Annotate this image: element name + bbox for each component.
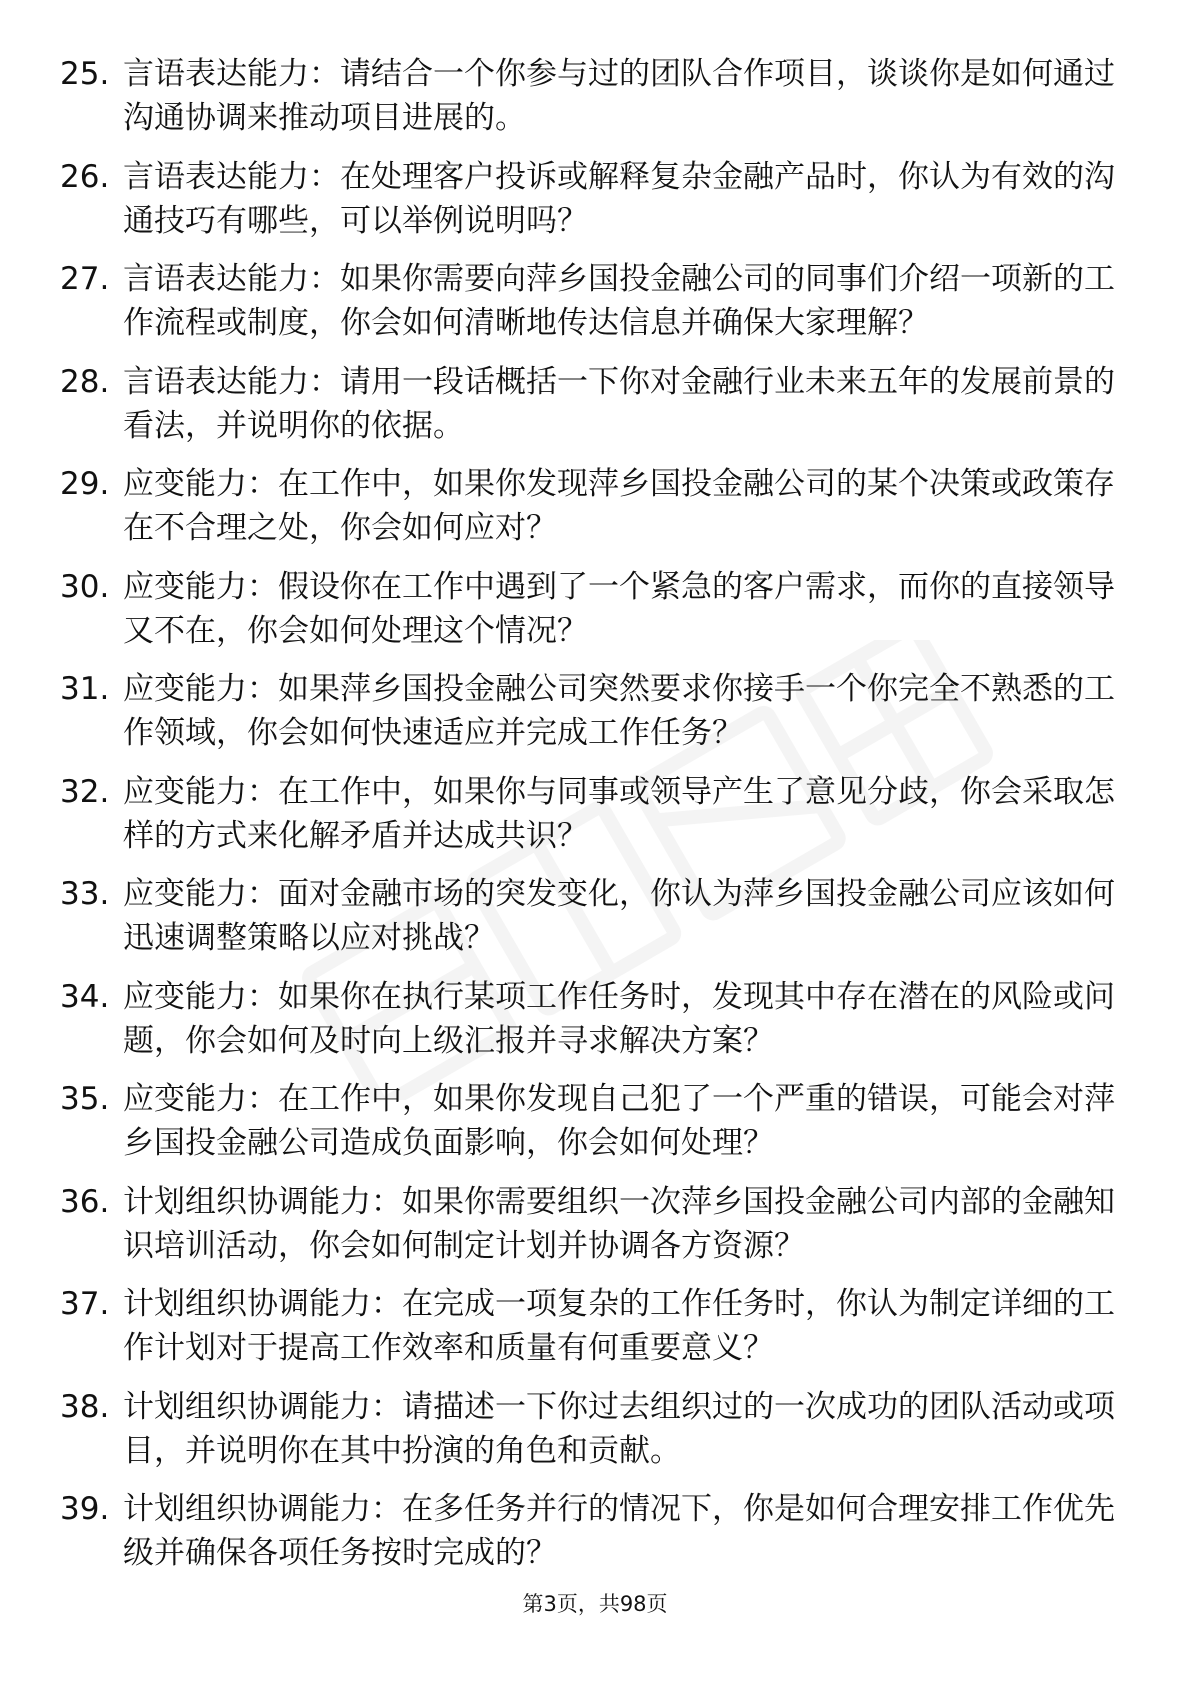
question-text: 应变能力：在工作中，如果你发现萍乡国投金融公司的某个决策或政策存在不合理之处，你会如何应对？ bbox=[123, 466, 1115, 546]
question-number: 25. bbox=[60, 56, 110, 92]
question-number: 37. bbox=[60, 1286, 110, 1322]
question-number: 33. bbox=[60, 876, 110, 912]
question-item bbox=[60, 1180, 1120, 1268]
question-text: 计划组织协调能力：在完成一项复杂的工作任务时，你认为制定详细的工作计划对于提高工作效率和质量有何重要意义？ bbox=[123, 1286, 1115, 1366]
question-number: 36. bbox=[60, 1183, 110, 1220]
question-item bbox=[60, 155, 1120, 243]
question-item bbox=[60, 667, 1120, 755]
question-text: 应变能力：在工作中，如果你与同事或领导产生了意见分歧，你会采取怎样的方式来化解矛盾并达成共识？ bbox=[123, 773, 1115, 854]
question-item bbox=[60, 770, 1120, 858]
question-number: 30. bbox=[60, 568, 110, 605]
question-item bbox=[60, 360, 1120, 448]
question-number: 32. bbox=[60, 773, 110, 810]
question-text: 应变能力：在工作中，如果你发现自己犯了一个严重的错误，可能会对萍乡国投金融公司造成负面影响，你会如何处理？ bbox=[123, 1081, 1115, 1161]
question-text: 应变能力：面对金融市场的突发变化，你认为萍乡国投金融公司应该如何迅速调整策略以应对挑战？ bbox=[123, 876, 1115, 956]
question-number: 31. bbox=[60, 671, 110, 707]
question-item bbox=[60, 52, 1120, 140]
question-text: 应变能力：如果你在执行某项工作任务时，发现其中存在潜在的风险或问题，你会如何及时向上级汇报并寻求解决方案？ bbox=[123, 978, 1115, 1059]
question-item bbox=[60, 1385, 1120, 1473]
question-text: 言语表达能力：如果你需要向萍乡国投金融公司的同事们介绍一项新的工作流程或制度，你会如何清晰地传达信息并确保大家理解？ bbox=[123, 261, 1115, 341]
question-item bbox=[60, 1077, 1120, 1165]
question-item bbox=[60, 872, 1120, 960]
question-item bbox=[60, 257, 1120, 345]
question-text: 计划组织协调能力：在多任务并行的情况下，你是如何合理安排工作优先级并确保各项任务按时完成的？ bbox=[123, 1491, 1115, 1571]
question-text: 言语表达能力：在处理客户投诉或解释复杂金融产品时，你认为有效的沟通技巧有哪些，可以举例说明吗？ bbox=[123, 158, 1115, 239]
question-item bbox=[60, 462, 1120, 550]
question-text: 言语表达能力：请用一段话概括一下你对金融行业未来五年的发展前景的看法，并说明你的依据。 bbox=[123, 363, 1115, 444]
question-item bbox=[60, 975, 1120, 1063]
question-number: 35. bbox=[60, 1081, 110, 1117]
question-item bbox=[60, 1282, 1120, 1370]
question-item bbox=[60, 1487, 1120, 1575]
page-number-footer: 第3页，共98页 bbox=[522, 1592, 668, 1616]
question-number: 28. bbox=[60, 363, 110, 400]
question-text: 应变能力：假设你在工作中遇到了一个紧急的客户需求，而你的直接领导又不在，你会如何处理这个情况？ bbox=[123, 568, 1115, 649]
question-number: 38. bbox=[60, 1388, 110, 1425]
question-text: 计划组织协调能力：如果你需要组织一次萍乡国投金融公司内部的金融知识培训活动，你会如何制定计划并协调各方资源？ bbox=[123, 1183, 1115, 1264]
question-number: 26. bbox=[60, 158, 110, 195]
question-number: 29. bbox=[60, 466, 110, 502]
question-text: 应变能力：如果萍乡国投金融公司突然要求你接手一个你完全不熟悉的工作领域，你会如何快速适应并完成工作任务？ bbox=[123, 671, 1115, 751]
question-number: 39. bbox=[60, 1491, 110, 1527]
question-item bbox=[60, 565, 1120, 653]
question-list bbox=[60, 52, 1120, 1590]
question-number: 34. bbox=[60, 978, 110, 1015]
question-text: 言语表达能力：请结合一个你参与过的团队合作项目，谈谈你是如何通过沟通协调来推动项目进展的。 bbox=[123, 56, 1115, 136]
question-text: 计划组织协调能力：请描述一下你过去组织过的一次成功的团队活动或项目，并说明你在其中扮演的角色和贡献。 bbox=[123, 1388, 1115, 1469]
question-number: 27. bbox=[60, 261, 110, 297]
